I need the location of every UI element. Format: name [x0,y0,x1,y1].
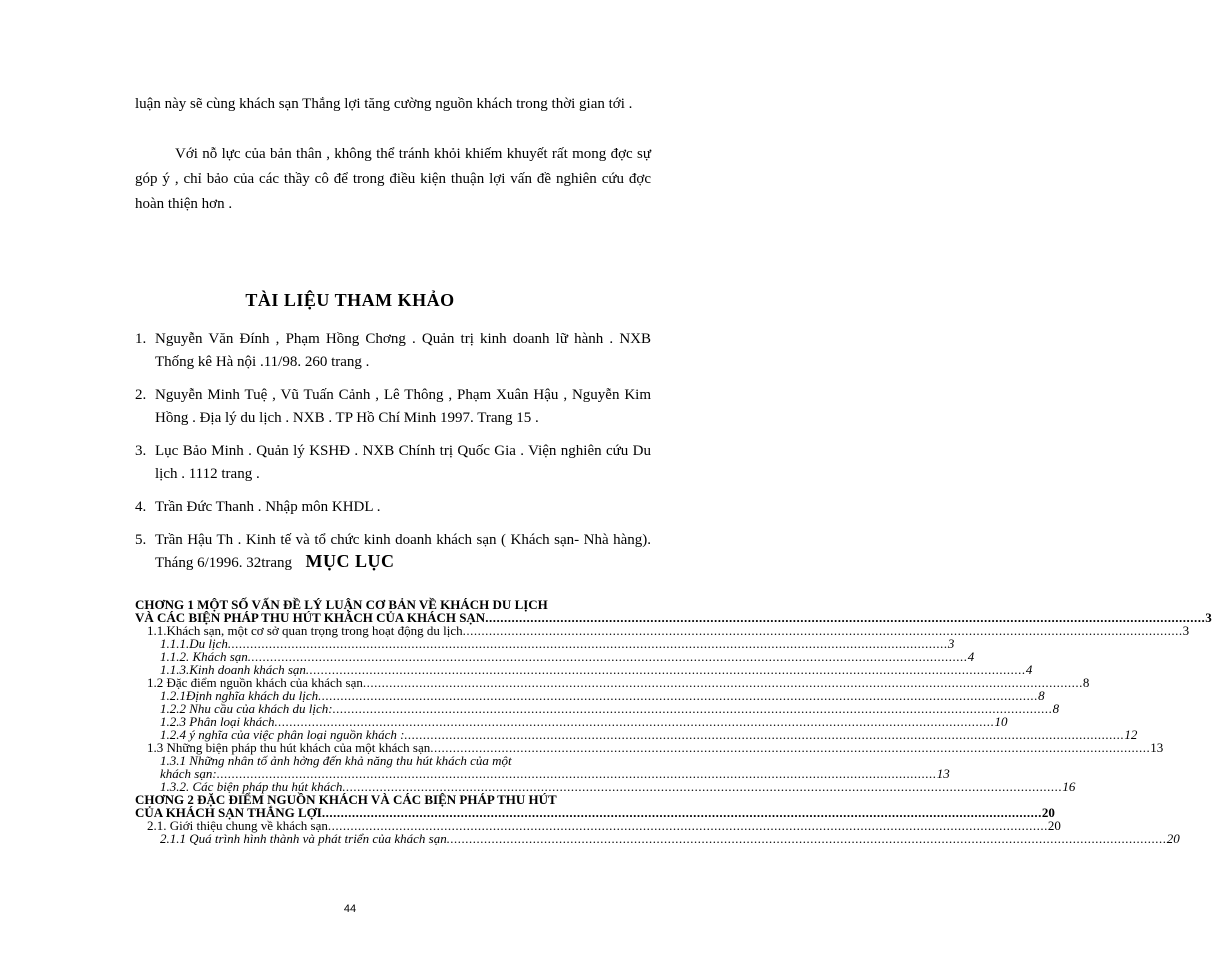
toc-entry-1-3-1-line1: 1.3.1 Những nhân tố ảnh hởng đến khả năng thu hút khách của một [160,753,512,768]
toc-page-number: 4 [1025,662,1033,677]
page-number: 44 [343,903,357,915]
toc-entry-title: 1.2 Đặc điểm nguồn khách của khách sạn [147,675,363,690]
toc-page-number: 8 [1082,675,1090,690]
toc-chapter-2-line2: CỦA KHÁCH SẠN THẮNG LỢI [135,805,322,820]
toc-entry-title: 1.2.3 Phân loại khách [160,714,275,729]
toc-chapter-2-line1: CHƠNG 2 ĐẶC ĐIỂM NGUỒN KHÁCH VÀ CÁC BIỆN PHÁP THU HÚT [135,792,557,807]
toc-entry-title: 2.1. Giới thiệu chung về khách sạn [147,818,328,833]
reference-text: Trần Đức Thanh . Nhập môn KHDL . [155,499,381,515]
reference-item [120,328,651,374]
references-heading: TÀI LIỆU THAM KHẢO [245,290,455,310]
toc-page-number: 13 [936,766,950,781]
reference-item [120,440,651,486]
toc-entry-title: 2.1.1 Quá trình hình thành và phát triển của khách sạn [160,831,447,846]
toc-entry-title: 1.1.3.Kinh doanh khách sạn [160,662,306,677]
toc-page-number: 10 [994,714,1008,729]
toc-page-number: 16 [1062,779,1076,794]
toc-entry-title: 1.2.4 ý nghĩa của việc phân loại nguồn khách : [160,727,405,742]
toc-entry-1-3-1-line2: khách sạn: [160,766,217,781]
toc-entry [135,831,1180,846]
reference-number: 5. [135,532,147,548]
reference-text: Nguyễn Minh Tuệ , Vũ Tuấn Cảnh , Lê Thông , Phạm Xuân Hậu , Nguyễn Kim Hồng . Địa lý du lịch . NXB . TP Hồ Chí Minh 1997. Trang 15 . [155,387,651,426]
toc-heading: MỤC LỤC [305,551,395,571]
toc-page-number: 13 [1150,740,1164,755]
toc-chapter-1-line2: VÀ CÁC BIỆN PHÁP THU HÚT KHÁCH CỦA KHÁCH SẠN [135,610,486,625]
reference-number: 2. [135,387,147,403]
table-of-contents [135,597,1212,846]
toc-page-number: 3 [1182,623,1190,638]
toc-chapter-1-line1: CHƠNG 1 MỘT SỐ VẤN ĐỀ LÝ LUẬN CƠ BẢN VỀ KHÁCH DU LỊCH [135,597,548,612]
toc-entry-title: 1.1.Khách sạn, một cơ sở quan trọng trong hoạt động du lịch [147,623,463,638]
toc-group-3 [135,818,1180,846]
intro-paragraph-continued: luận này sẽ cùng khách sạn Thắng lợi tăng cường nguồn khách trong thời gian tới . [135,96,633,112]
toc-page-number: 4 [967,649,975,664]
reference-text: Trần Hậu Th . Kinh tế và tổ chức kinh doanh khách sạn ( Khách sạn- Nhà hàng). Tháng 6/1996. 32trang [155,532,651,571]
reference-item [120,384,651,430]
toc-entry-title: 1.2.1Định nghĩa khách du lịch [160,688,319,703]
toc-page-number: 3 [947,636,955,651]
reference-item [120,496,651,519]
reference-number: 4. [135,499,147,515]
toc-page-number: 8 [1052,701,1060,716]
reference-text: Lục Bảo Minh . Quản lý KSHĐ . NXB Chính trị Quốc Gia . Viện nghiên cứu Du lịch . 1112 trang . [155,443,651,482]
reference-text: Nguyễn Văn Đính , Phạm Hồng Chơng . Quản trị kinh doanh lữ hành . NXB Thống kê Hà nội .11/98. 260 trang . [155,331,651,370]
toc-page-number: 8 [1038,688,1045,703]
reference-number: 1. [135,331,147,347]
toc-entry-title: 1.1.2. Khách sạn [160,649,248,664]
toc-page-number: 20 [1047,818,1061,833]
toc-page-number: 12 [1124,727,1138,742]
toc-group-1 [135,623,1190,755]
toc-entry-title: 1.3 Những biện pháp thu hút khách của một khách sạn [147,740,431,755]
toc-page-number: 20 [1166,831,1180,846]
toc-page-number: 3 [1205,610,1212,625]
reference-number: 3. [135,443,147,459]
references-list [120,328,651,585]
toc-entry-title: 1.3.2. Các biện pháp thu hút khách [160,779,343,794]
toc-entry-title: 1.1.1.Du lịch [160,636,228,651]
toc-entry-title: 1.2.2 Nhu cầu của khách du lịch: [160,701,333,716]
intro-paragraph-closing: Với nỗ lực của bản thân , không thể tránh khỏi khiếm khuyết rất mong đợc sự góp ý , chỉ bảo của các thầy cô để trong điều kiện thuận lợi vấn đề nghiên cứu đợc hoàn thiện hơn . [135,146,651,212]
toc-page-number: 20 [1041,805,1055,820]
